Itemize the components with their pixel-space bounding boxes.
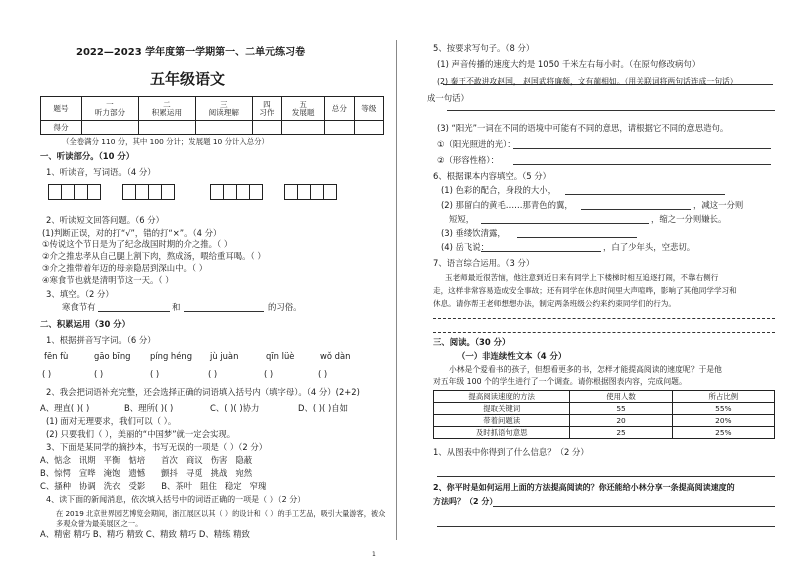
- table-row: [434, 403, 775, 415]
- writing-boxes[interactable]: [48, 184, 100, 200]
- fill-text: 寒食节有: [62, 302, 96, 312]
- answer-paren[interactable]: ( ): [264, 369, 274, 379]
- sub-question: 短短，: [449, 214, 475, 224]
- sub-question: (2) 秦王不敢进攻赵国， 赵国武将廉颇，文有蔺相如。（用关联词将两句话连成一句话）: [437, 77, 738, 86]
- table-cell: 55%: [672, 403, 774, 415]
- option-row: C、搔种 协调 洗衣 受影 B、茶叶 阻住 稳定 窄瑰: [40, 481, 267, 491]
- sub-question: (4) 岳飞说：: [441, 242, 490, 252]
- exam-title: 2022—2023 学年度第一学期第一、二单元练习卷: [76, 47, 306, 58]
- answer-line[interactable]: [517, 237, 637, 238]
- question: 3、下面是某同学的摘抄本，书写无误的一项是（ ）（2 分）: [46, 442, 268, 452]
- survey-table: [433, 390, 775, 439]
- score-note: （全卷满分 110 分，其中 100 分计；发展题 10 分计入总分）: [62, 137, 269, 146]
- question: 1、根据拼音写字词。（6 分）: [46, 335, 156, 345]
- option: B、理所( )( ): [124, 403, 174, 413]
- score-cell: 五 发展题: [282, 97, 325, 121]
- answer-line[interactable]: [437, 476, 775, 477]
- answer-paren[interactable]: ( ): [208, 369, 218, 379]
- score-cell: 得分: [41, 121, 82, 135]
- answer-paren[interactable]: ( ): [318, 369, 328, 379]
- question: 4、读下面的新闻消息，依次填入括号中的词语正确的一项是（ ）（2 分）: [46, 495, 306, 504]
- answer-paren[interactable]: ( ): [42, 369, 52, 379]
- table-cell: 25: [570, 427, 672, 439]
- table-cell: 25%: [672, 427, 774, 439]
- pinyin: fēn fù: [44, 351, 69, 361]
- sub-question: (2) 那留白的黄毛……那青色的翼，: [441, 200, 573, 210]
- pinyin: jù juàn: [210, 351, 239, 361]
- sub-question: 成一句话）: [427, 93, 469, 103]
- question: 2、你平时是如何运用上面的方法提高阅读的？你还能给小林分享一条提高阅读速度的: [433, 483, 735, 492]
- table-row: [434, 415, 775, 427]
- right-page: [397, 0, 794, 561]
- pinyin: qīn lüè: [266, 351, 295, 361]
- table-cell: 20%: [672, 415, 774, 427]
- answer-line[interactable]: [98, 311, 170, 312]
- sub-question: (3) “阳光”一词在不同的语境中可能有不同的意思，请根据它不同的意思造句。: [437, 123, 729, 133]
- answer-paren[interactable]: ( ): [94, 369, 104, 379]
- section-heading: 二、积累运用（30 分）: [40, 319, 130, 329]
- writing-boxes[interactable]: [122, 184, 174, 200]
- sub-question: (2) 只要我们（ ），美丽的“中国梦”就一定会实现。: [46, 429, 236, 439]
- score-table: [40, 96, 384, 135]
- score-cell: 四 习作: [252, 97, 281, 121]
- answer-line[interactable]: [433, 332, 775, 333]
- option-row: A、精密 精巧 B、精巧 精致 C、精致 精巧 D、精练 精致: [40, 529, 250, 539]
- question: 方法吗？（2 分）: [433, 497, 498, 506]
- question: 1、听读音，写词语。（4 分）: [46, 167, 156, 177]
- answer-line[interactable]: [513, 148, 771, 149]
- score-input[interactable]: [195, 121, 252, 135]
- table-header: 提高阅读速度的方法: [434, 391, 570, 403]
- page-number: 1: [372, 551, 376, 558]
- score-cell: 题号: [41, 97, 82, 121]
- section-heading: 一、听读部分。（10 分）: [40, 151, 135, 161]
- writing-boxes[interactable]: [210, 184, 262, 200]
- score-cell: 一 听力部分: [82, 97, 139, 121]
- section-heading: 三、阅读。（30 分）: [433, 337, 511, 347]
- passage: 对五年级 100 个的学生进行了一个调查。请你根据图表内容，完成问题。: [433, 377, 687, 386]
- passage: 玉老师最近很苦恼，他注意到近日来有同学上下楼梯时相互追逐打闹，不靠右侧行: [445, 273, 719, 282]
- score-input[interactable]: [252, 121, 281, 135]
- option-row: B、惊愕 宣哗 淹饱 遗憾 颤抖 寻觅 挑战 宛然: [40, 468, 253, 478]
- answer-line[interactable]: [565, 194, 725, 195]
- score-cell: 等级: [354, 97, 383, 121]
- subsection-heading: （一）非连续性文本（4 分）: [457, 351, 567, 361]
- table-cell: 带着问题读: [434, 415, 570, 427]
- statement: ③介之推带着年迈的母亲隐居到深山中。（ ）: [42, 263, 208, 273]
- score-input[interactable]: [354, 121, 383, 135]
- answer-line[interactable]: [433, 318, 775, 319]
- sub-question: (3) 垂缕饮清露，: [441, 228, 506, 238]
- score-input[interactable]: [282, 121, 325, 135]
- table-cell: 及时抓语句意思: [434, 427, 570, 439]
- option: A、理直( )( ): [40, 403, 90, 413]
- table-cell: 55: [570, 403, 672, 415]
- option-row: A、惦念 讯期 平衡 惦培 首次 商议 伤害 隐蔽: [40, 455, 253, 465]
- fill-text: 和: [172, 302, 181, 312]
- question: 6、根据课本内容填空。（5 分）: [433, 171, 551, 181]
- sub-question: (1)判断正误，对的打“√”，错的打“×”。（4 分）: [42, 228, 222, 238]
- answer-paren[interactable]: ( ): [150, 369, 160, 379]
- score-input[interactable]: [138, 121, 195, 135]
- sub-question: (1) 声音传播的速度大约是 1050 千米左右每小时。（在原句修改病句）: [437, 59, 701, 69]
- statement: ④寒食节也就是清明节这一天。（ ）: [42, 275, 174, 285]
- table-header: 所占比例: [672, 391, 774, 403]
- table-cell: 提取关键词: [434, 403, 570, 415]
- pinyin: wǒ dàn: [320, 351, 351, 361]
- pinyin: gāo bīng: [94, 351, 131, 361]
- score-input[interactable]: [325, 121, 354, 135]
- question: 2、我会把词语补充完整，还会选择正确的词语填入括号内（填字母）。（4 分）(2+2): [46, 387, 360, 397]
- writing-boxes[interactable]: [284, 184, 336, 200]
- sub-question: ②（形容性格）：: [437, 155, 499, 165]
- sub-question: (1) 色彩的配合，身段的大小，: [441, 185, 557, 195]
- answer-line[interactable]: [447, 110, 775, 111]
- statement: ②介之推忠孝从自己腿上割下肉，熬成汤，喂给重耳喝。（ ）: [42, 251, 266, 261]
- sub-question: ，减这一分则: [693, 200, 744, 210]
- score-cell: 三 阅读理解: [195, 97, 252, 121]
- sub-question: ，白了少年头，空悲切。: [603, 242, 696, 252]
- option: C、( )( )协力: [210, 403, 260, 413]
- answer-line[interactable]: [437, 526, 775, 527]
- score-cell: 二 积累运用: [138, 97, 195, 121]
- table-cell: 20: [570, 415, 672, 427]
- passage: 在 2019 北京世界园艺博览会期间，浙江展区以其（ ）的设计和（ ）的手工艺品，吸引大量游客，被众多观众誉为最美展区之一。: [56, 509, 386, 528]
- statement: ①传说这个节日是为了纪念战国时期的介之推。（ ）: [42, 239, 233, 249]
- sub-question: ，缩之一分则嫌长。: [651, 214, 727, 224]
- option: D、( )( )自如: [298, 403, 348, 413]
- pinyin: píng héng: [150, 351, 193, 361]
- sub-question: (1) 面对无理要求，我们可以（ ）。: [46, 416, 177, 426]
- answer-line[interactable]: [481, 251, 601, 252]
- answer-line[interactable]: [481, 223, 649, 224]
- score-cell: 总分: [325, 97, 354, 121]
- answer-line[interactable]: [493, 506, 775, 507]
- question: 1、从图表中你得到了什么信息？（2 分）: [433, 447, 589, 457]
- answer-line[interactable]: [184, 311, 264, 312]
- question: 7、语言综合运用。（3 分）: [433, 258, 535, 268]
- answer-line[interactable]: [581, 209, 691, 210]
- table-header: 使用人数: [570, 391, 672, 403]
- question: 5、按要求写句子。（8 分）: [433, 43, 535, 53]
- passage: 小林是个爱看书的孩子，但想看更多的书，怎样才能提高阅读的速度呢？于是他: [449, 365, 722, 374]
- passage: 走，这样非常容易造成安全事故；还有同学在休息时间里大声喧哗，影响了其他同学学习和: [433, 286, 737, 295]
- score-input[interactable]: [82, 121, 139, 135]
- fill-text: 的习俗。: [268, 302, 302, 312]
- passage: 休息。请你帮王老师想想办法，制定两条班级公约来约束同学们的行为。: [433, 299, 676, 308]
- question: 3、填空。（2 分）: [46, 289, 114, 299]
- table-row: [434, 427, 775, 439]
- subject-title: 五年级语文: [150, 70, 226, 88]
- sub-question: ①（阳光照进的光）：: [437, 139, 516, 149]
- answer-line[interactable]: [513, 164, 771, 165]
- question: 2、听读短文回答问题。（6 分）: [46, 215, 164, 225]
